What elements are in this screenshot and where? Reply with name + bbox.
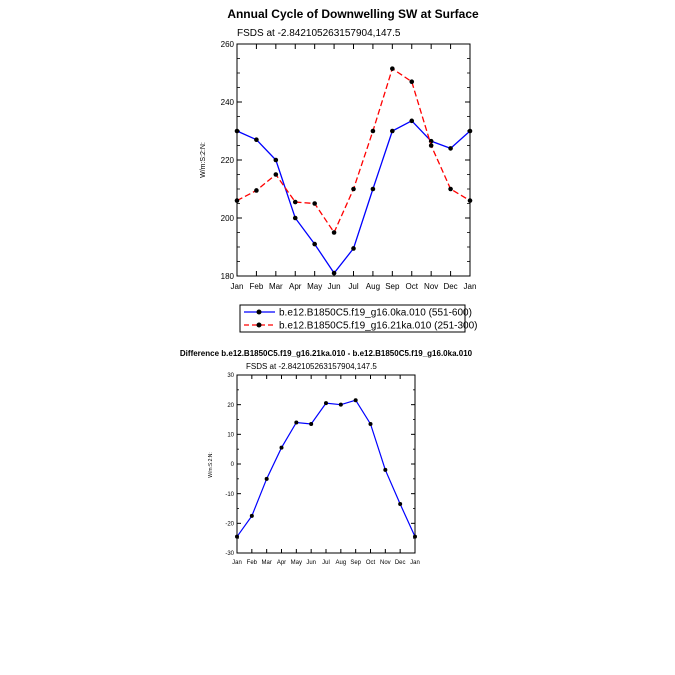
series-0-point (369, 422, 373, 426)
series-1-point (371, 129, 376, 134)
legend-label-21ka: b.e12.B1850C5.f19_g16.21ka.010 (251-300) (279, 320, 478, 332)
series-1-point (254, 188, 259, 193)
x-tick-label: Apr (276, 560, 287, 566)
y-tick-label: 180 (220, 271, 234, 281)
series-1-point (235, 198, 240, 203)
x-tick-label: Feb (246, 560, 258, 566)
x-tick-label: Jan (230, 282, 244, 291)
series-line-0 (237, 400, 415, 536)
y-tick-label: 20 (227, 402, 234, 409)
x-tick-label: Jan (410, 560, 420, 566)
x-tick-label: Mar (261, 560, 272, 566)
x-tick-label: Sep (385, 282, 400, 291)
series-0-point (274, 158, 279, 163)
x-tick-label: Mar (268, 282, 283, 291)
series-0-point (235, 129, 240, 134)
chart1-subtitle: FSDS at -2.842105263157904,147.5 (237, 28, 401, 39)
series-0-point (429, 139, 434, 144)
series-0-point (354, 398, 358, 402)
chart2-plot (225, 373, 420, 566)
series-0-point (293, 216, 298, 221)
y-tick-label: -30 (225, 551, 234, 558)
series-0-point (235, 535, 239, 539)
series-1-point (351, 187, 356, 192)
series-1-point (448, 187, 453, 192)
x-tick-label: Oct (405, 282, 418, 291)
series-0-point (332, 271, 337, 276)
y-tick-label: 260 (220, 39, 234, 49)
series-1-point (274, 172, 279, 177)
y-tick-label: 30 (227, 373, 234, 380)
chart2-subtitle: FSDS at -2.842105263157904,147.5 (246, 362, 377, 371)
legend-label-0ka: b.e12.B1850C5.f19_g16.0ka.010 (551-600) (279, 307, 472, 319)
series-0-point (254, 137, 259, 142)
series-1-point (409, 79, 414, 84)
chart1-title: Annual Cycle of Downwelling SW at Surface (227, 7, 479, 21)
series-1-point (468, 198, 473, 203)
y-tick-label: 10 (227, 432, 234, 439)
series-0-point (413, 535, 417, 539)
y-tick-label: 200 (220, 213, 234, 223)
series-line-1 (237, 69, 470, 233)
series-1-point (312, 201, 317, 206)
y-tick-label: -20 (225, 521, 234, 528)
x-tick-label: Aug (335, 560, 347, 566)
x-tick-label: Oct (365, 560, 376, 566)
series-0-point (339, 403, 343, 407)
x-tick-label: Aug (365, 282, 381, 291)
x-tick-label: Jan (232, 560, 242, 566)
series-0-point (448, 146, 453, 151)
series-0-point (324, 401, 328, 405)
x-tick-label: Jul (322, 560, 330, 566)
series-1-point (390, 66, 395, 71)
y-tick-label: 220 (220, 155, 234, 165)
x-tick-label: Apr (289, 282, 302, 291)
series-0-point (265, 477, 269, 481)
y-tick-label: 0 (230, 462, 234, 469)
chart2-title: Difference b.e12.B1850C5.f19_g16.21ka.010 - b.e12.B1850C5.f19_g16.0ka.010 (179, 349, 473, 358)
chart1-ylabel: W/m:S:2:N: (200, 142, 207, 178)
series-1-point (293, 200, 298, 205)
series-1-point (429, 143, 434, 148)
x-tick-label: May (290, 560, 303, 566)
plot-frame (237, 44, 470, 276)
y-tick-label: -10 (225, 491, 234, 498)
series-0-point (280, 446, 284, 450)
series-0-point (312, 242, 317, 247)
x-tick-label: Nov (379, 560, 391, 566)
legend-marker-21ka (257, 323, 262, 328)
series-0-point (383, 468, 387, 472)
series-0-point (294, 420, 298, 424)
chart1-plot (221, 40, 477, 291)
legend-marker-0ka (257, 310, 262, 315)
series-0-point (371, 187, 376, 192)
x-tick-label: Jul (348, 282, 359, 291)
series-0-point (250, 514, 254, 518)
series-0-point (390, 129, 395, 134)
series-0-point (351, 246, 356, 251)
x-tick-label: Dec (394, 560, 406, 566)
x-tick-label: Sep (350, 560, 362, 566)
series-0-point (409, 119, 414, 124)
x-tick-label: May (307, 282, 323, 291)
y-tick-label: 240 (220, 97, 234, 107)
x-tick-label: Dec (443, 282, 458, 291)
x-tick-label: Jun (327, 282, 341, 291)
series-0-point (309, 422, 313, 426)
x-tick-label: Jun (306, 560, 317, 566)
x-tick-label: Feb (249, 282, 264, 291)
x-tick-label: Nov (424, 282, 439, 291)
x-tick-label: Jan (463, 282, 477, 291)
chart2-ylabel: W/m:S:2:N: (208, 452, 214, 478)
chart1-legend (240, 305, 478, 332)
series-1-point (332, 230, 337, 235)
series-0-point (398, 502, 402, 506)
series-0-point (468, 129, 473, 134)
